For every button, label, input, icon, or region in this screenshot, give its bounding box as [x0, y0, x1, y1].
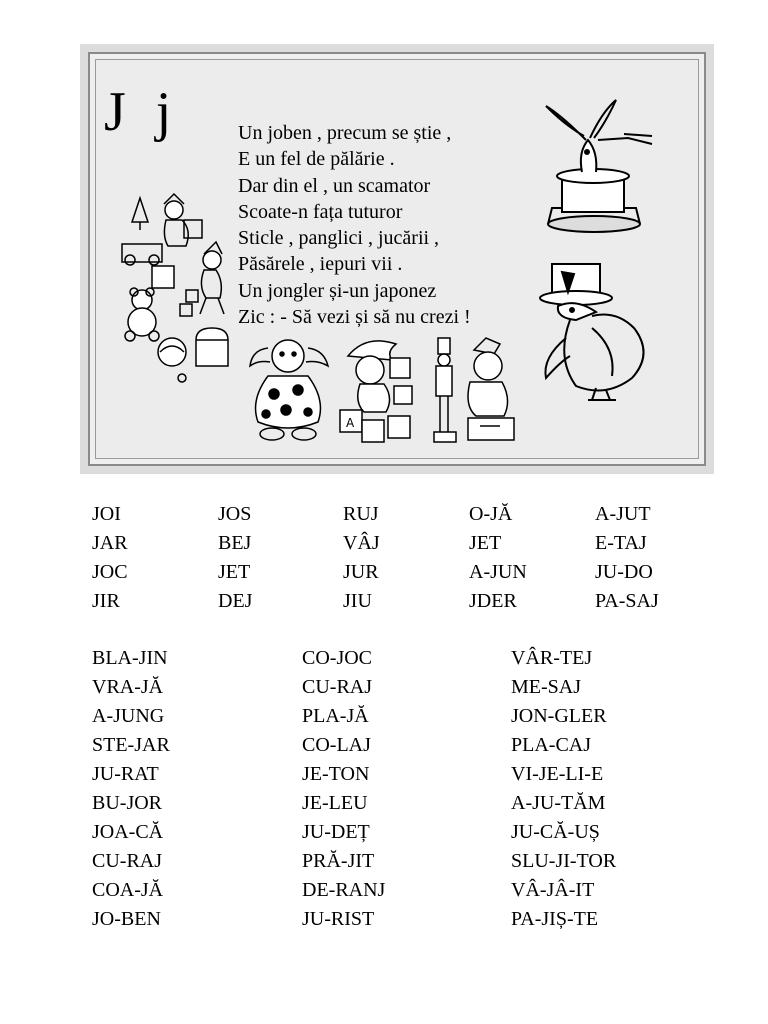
- poem-line: Zic : - Să vezi și să nu crezi !: [238, 306, 471, 329]
- word-cell: O-JĂ: [469, 503, 513, 525]
- word-cell: JOI: [92, 503, 121, 525]
- word-cell: JET: [469, 532, 502, 554]
- word-cell: CU-RAJ: [302, 676, 373, 698]
- word-cell: E-TAJ: [595, 532, 647, 554]
- word-cell: SLU-JI-TOR: [511, 850, 617, 872]
- word-cell: VRA-JĂ: [92, 676, 164, 698]
- word-cell: JOC: [92, 561, 128, 583]
- word-cell: JU-CĂ-UȘ: [511, 821, 600, 843]
- word-cell: PA-JIȘ-TE: [511, 908, 599, 930]
- poem-line: Scoate-n fața tuturor: [238, 200, 403, 223]
- word-cell: A-JUNG: [92, 705, 165, 727]
- word-cell: JE-LEU: [302, 792, 368, 814]
- word-cell: BEJ: [218, 532, 252, 554]
- word-cell: PLA-JĂ: [302, 705, 369, 727]
- svg-text:A: A: [346, 416, 355, 430]
- word-cell: JU-DEȚ: [302, 821, 370, 843]
- letter-heading: J j: [104, 81, 180, 143]
- word-cell: JET: [218, 561, 251, 583]
- word-cell: DEJ: [218, 590, 253, 612]
- word-cell: DE-RANJ: [302, 879, 386, 901]
- word-cell: A-JU-TĂM: [511, 792, 606, 814]
- word-cell: CU-RAJ: [92, 850, 163, 872]
- word-cell: JU-RIST: [302, 908, 375, 930]
- word-cell: JU-DO: [595, 561, 653, 583]
- word-cell: JU-RAT: [92, 763, 159, 785]
- word-cell: A-JUT: [595, 503, 651, 525]
- word-cell: JDER: [469, 590, 517, 612]
- word-cell: COA-JĂ: [92, 879, 164, 901]
- penguin-illustration: [536, 258, 662, 404]
- word-cell: VÂ-JÂ-IT: [511, 879, 595, 901]
- word-cell: VÂJ: [343, 532, 380, 554]
- poem-line: Un joben , precum se știe ,: [238, 122, 452, 144]
- word-cell: JIR: [92, 590, 120, 612]
- word-cell: A-JUN: [469, 561, 527, 583]
- word-cell: VI-JE-LI-E: [511, 763, 604, 785]
- poem-line: E un fel de pălărie .: [238, 148, 395, 171]
- word-cell: JOS: [218, 503, 252, 525]
- long-words-table: [92, 644, 652, 934]
- word-cell: BLA-JIN: [92, 647, 168, 669]
- poem-line: Un jongler și-un japonez: [238, 279, 437, 302]
- word-cell: ME-SAJ: [511, 676, 582, 698]
- word-cell: BU-JOR: [92, 792, 163, 814]
- word-cell: JON-GLER: [511, 705, 607, 727]
- word-cell: CO-LAJ: [302, 734, 371, 756]
- word-cell: PLA-CAJ: [511, 734, 592, 756]
- poem-line: Dar din el , un scamator: [238, 174, 431, 197]
- rabbit-in-hat-illustration: [532, 96, 660, 236]
- soldier-and-elf-illustration: [430, 336, 522, 448]
- word-cell: VÂR-TEJ: [511, 647, 593, 669]
- elves-and-toys-illustration: [112, 190, 238, 390]
- short-words-table: [92, 500, 712, 616]
- word-cell: CO-JOC: [302, 647, 373, 669]
- word-cell: STE-JAR: [92, 734, 170, 756]
- word-cell: JE-TON: [302, 763, 370, 785]
- word-cell: PRĂ-JIT: [302, 850, 375, 872]
- poem-line: Sticle , panglici , jucării ,: [238, 227, 440, 250]
- word-cell: RUJ: [343, 503, 379, 525]
- doll-illustration: [244, 330, 334, 444]
- word-cell: JUR: [343, 561, 379, 583]
- word-cell: JOA-CĂ: [92, 821, 164, 843]
- word-cell: JIU: [343, 590, 372, 612]
- word-cell: JAR: [92, 532, 128, 554]
- poem: [238, 120, 471, 330]
- word-cell: PA-SAJ: [595, 590, 659, 612]
- word-cell: JO-BEN: [92, 908, 161, 930]
- smurf-with-blocks-illustration: [336, 336, 426, 448]
- poem-line: Păsărele , iepuri vii .: [238, 253, 403, 276]
